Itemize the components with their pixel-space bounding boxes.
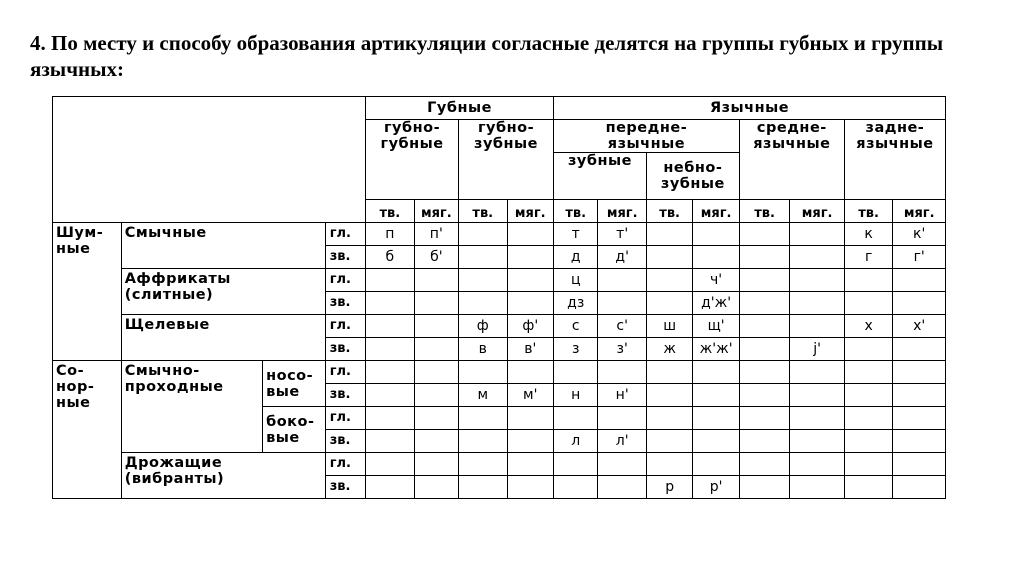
header-gubnye: Губные	[366, 97, 554, 120]
header-nebno-zubnye: небно- зубные	[646, 153, 739, 200]
consonant-cell: д'	[598, 246, 646, 269]
consonant-cell: з'	[598, 338, 646, 361]
consonant-cell	[844, 269, 892, 292]
voicing-zv: зв.	[325, 384, 365, 407]
header-yazychnye: Язычные	[554, 97, 946, 120]
table-row	[53, 453, 946, 476]
consonant-cell	[739, 292, 790, 315]
consonant-cell	[739, 361, 790, 384]
consonant-cell	[459, 361, 507, 384]
consonant-cell	[366, 453, 414, 476]
voicing-gl: гл.	[325, 407, 365, 430]
consonant-cell	[790, 361, 845, 384]
table-row	[53, 269, 946, 292]
consonant-cell	[646, 269, 692, 292]
consonant-cell: х	[844, 315, 892, 338]
consonant-cell	[790, 315, 845, 338]
consonant-cell	[414, 315, 458, 338]
consonant-cell	[893, 384, 946, 407]
manner-shchelevye: Щелевые	[121, 315, 325, 361]
header-tv: тв.	[366, 200, 414, 223]
consonant-cell	[893, 338, 946, 361]
consonant-cell	[366, 292, 414, 315]
consonant-cell	[844, 453, 892, 476]
voicing-gl: гл.	[325, 223, 365, 246]
consonant-cell: в'	[507, 338, 553, 361]
consonant-cell	[598, 292, 646, 315]
consonant-cell	[507, 292, 553, 315]
consonant-cell	[414, 453, 458, 476]
consonant-cell: з	[554, 338, 598, 361]
header-myag: мяг.	[693, 200, 739, 223]
header-gubno-zubnye: губно- зубные	[459, 120, 554, 200]
consonant-cell	[693, 361, 739, 384]
consonant-cell	[414, 361, 458, 384]
consonant-cell	[366, 407, 414, 430]
consonant-cell	[646, 430, 692, 453]
consonant-cell	[646, 246, 692, 269]
consonant-cell	[844, 407, 892, 430]
consonant-cell	[693, 407, 739, 430]
voicing-gl: гл.	[325, 315, 365, 338]
voicing-gl: гл.	[325, 269, 365, 292]
consonant-cell	[693, 384, 739, 407]
consonant-cell: дз	[554, 292, 598, 315]
group-shumnye: Шум- ные	[53, 223, 122, 361]
consonant-cell	[507, 223, 553, 246]
header-myag: мяг.	[414, 200, 458, 223]
voicing-zv: зв.	[325, 476, 365, 499]
consonant-cell: ж	[646, 338, 692, 361]
consonant-cell	[844, 476, 892, 499]
submanner-bokovye: боко- вые	[263, 407, 326, 453]
consonant-cell	[739, 223, 790, 246]
consonant-cell	[844, 338, 892, 361]
consonant-cell	[366, 361, 414, 384]
header-tv: тв.	[739, 200, 790, 223]
header-tv: тв.	[646, 200, 692, 223]
header-myag: мяг.	[790, 200, 845, 223]
consonant-cell: j'	[790, 338, 845, 361]
consonant-cell	[893, 407, 946, 430]
manner-smychno_prokhodnye: Смычно- проходные	[121, 361, 262, 453]
consonant-cell	[739, 430, 790, 453]
consonant-cell	[790, 430, 845, 453]
consonant-cell: г	[844, 246, 892, 269]
consonant-cell: б	[366, 246, 414, 269]
table-row	[53, 223, 946, 246]
consonant-cell	[507, 476, 553, 499]
consonant-cell: щ'	[693, 315, 739, 338]
voicing-gl: гл.	[325, 361, 365, 384]
consonant-cell: в	[459, 338, 507, 361]
consonant-cell	[893, 453, 946, 476]
consonant-cell	[414, 338, 458, 361]
consonant-cell	[790, 453, 845, 476]
consonant-cell	[598, 269, 646, 292]
voicing-zv: зв.	[325, 338, 365, 361]
consonant-cell	[790, 476, 845, 499]
consonant-cell	[790, 223, 845, 246]
consonant-cell	[414, 476, 458, 499]
consonant-cell: т	[554, 223, 598, 246]
consonant-cell: ц	[554, 269, 598, 292]
voicing-zv: зв.	[325, 292, 365, 315]
consonant-cell	[414, 292, 458, 315]
consonant-cell: х'	[893, 315, 946, 338]
consonant-cell	[459, 269, 507, 292]
consonant-cell	[790, 384, 845, 407]
header-myag: мяг.	[893, 200, 946, 223]
consonant-cell	[790, 269, 845, 292]
consonant-cell	[598, 361, 646, 384]
consonant-cell: ф'	[507, 315, 553, 338]
consonant-cell: н	[554, 384, 598, 407]
voicing-zv: зв.	[325, 430, 365, 453]
consonant-cell	[554, 453, 598, 476]
consonant-cell: н'	[598, 384, 646, 407]
consonant-cell	[739, 338, 790, 361]
consonant-cell	[893, 361, 946, 384]
consonant-cell: ф	[459, 315, 507, 338]
consonant-cell	[739, 246, 790, 269]
consonant-cell	[554, 407, 598, 430]
consonant-cell	[790, 407, 845, 430]
table-row	[53, 361, 946, 384]
consonant-cell	[507, 407, 553, 430]
consonant-cell	[459, 476, 507, 499]
consonant-cell: д'ж'	[693, 292, 739, 315]
consonant-cell: с	[554, 315, 598, 338]
consonant-cell	[507, 269, 553, 292]
consonant-cell	[554, 476, 598, 499]
corner-cell	[53, 97, 366, 223]
manner-drozhashchie: Дрожащие (вибранты)	[121, 453, 325, 499]
manner-smychnye: Смычные	[121, 223, 325, 269]
consonant-cell	[366, 384, 414, 407]
voicing-zv: зв.	[325, 246, 365, 269]
consonant-cell	[646, 223, 692, 246]
consonant-cell	[598, 453, 646, 476]
table-row	[53, 315, 946, 338]
consonant-cell: д	[554, 246, 598, 269]
consonant-cell: к	[844, 223, 892, 246]
consonant-cell: п	[366, 223, 414, 246]
consonant-cell: г'	[893, 246, 946, 269]
consonant-cell	[739, 269, 790, 292]
consonant-cell	[646, 384, 692, 407]
consonant-cell	[844, 384, 892, 407]
consonant-cell	[507, 361, 553, 384]
consonant-cell	[459, 407, 507, 430]
submanner-nosovye: носо- вые	[263, 361, 326, 407]
consonant-cell	[414, 407, 458, 430]
consonant-cell	[646, 292, 692, 315]
consonant-table	[52, 96, 946, 499]
consonant-cell: р	[646, 476, 692, 499]
consonant-cell: ш	[646, 315, 692, 338]
consonant-cell: ж'ж'	[693, 338, 739, 361]
consonant-cell	[598, 407, 646, 430]
consonant-cell	[646, 407, 692, 430]
header-tv: тв.	[459, 200, 507, 223]
consonant-cell	[598, 476, 646, 499]
consonant-cell	[646, 361, 692, 384]
consonant-cell	[366, 338, 414, 361]
consonant-cell	[459, 292, 507, 315]
manner-affrikaty: Аффрикаты (слитные)	[121, 269, 325, 315]
consonant-cell	[893, 292, 946, 315]
consonant-cell	[507, 453, 553, 476]
header-sredne-yazychnye: средне- язычные	[739, 120, 844, 200]
consonant-cell	[554, 361, 598, 384]
consonant-cell	[507, 430, 553, 453]
consonant-cell	[459, 453, 507, 476]
consonant-cell	[844, 361, 892, 384]
header-peredne-yazychnye: передне- язычные	[554, 120, 740, 153]
consonant-cell	[844, 292, 892, 315]
consonant-cell	[739, 453, 790, 476]
header-myag: мяг.	[507, 200, 553, 223]
consonant-cell: л'	[598, 430, 646, 453]
consonant-cell	[366, 430, 414, 453]
consonant-cell	[739, 315, 790, 338]
consonant-cell	[790, 292, 845, 315]
consonant-cell: с'	[598, 315, 646, 338]
consonant-cell: п'	[414, 223, 458, 246]
consonant-cell	[893, 476, 946, 499]
consonant-cell: б'	[414, 246, 458, 269]
consonant-cell	[693, 223, 739, 246]
header-myag: мяг.	[598, 200, 646, 223]
group-sonornye: Со- нор- ные	[53, 361, 122, 499]
consonant-cell	[739, 384, 790, 407]
consonant-cell: ч'	[693, 269, 739, 292]
header-tv: тв.	[554, 200, 598, 223]
consonant-cell	[459, 223, 507, 246]
consonant-cell	[366, 315, 414, 338]
consonant-cell	[414, 430, 458, 453]
consonant-cell	[459, 430, 507, 453]
consonant-cell: р'	[693, 476, 739, 499]
voicing-gl: гл.	[325, 453, 365, 476]
consonant-cell	[739, 476, 790, 499]
slide-title: 4. По месту и способу образования артикуляции согласные делятся на группы губных и группы язычных:	[30, 31, 944, 81]
consonant-cell	[366, 269, 414, 292]
header-zubnye: зубные	[554, 153, 647, 200]
consonant-cell	[366, 476, 414, 499]
header-zadne-yazychnye: задне- язычные	[844, 120, 945, 200]
consonant-cell	[739, 407, 790, 430]
consonant-cell: м'	[507, 384, 553, 407]
consonant-cell: л	[554, 430, 598, 453]
consonant-cell	[693, 453, 739, 476]
consonant-cell	[459, 246, 507, 269]
consonant-cell	[693, 430, 739, 453]
consonant-cell: м	[459, 384, 507, 407]
consonant-cell	[790, 246, 845, 269]
consonant-cell: т'	[598, 223, 646, 246]
consonant-cell	[844, 430, 892, 453]
consonant-cell	[646, 453, 692, 476]
consonant-cell	[893, 430, 946, 453]
consonant-cell	[414, 384, 458, 407]
consonant-cell	[414, 269, 458, 292]
header-gubno-gubnye: губно- губные	[366, 120, 459, 200]
consonant-cell	[507, 246, 553, 269]
consonant-cell	[693, 246, 739, 269]
consonant-cell	[893, 269, 946, 292]
consonant-cell: к'	[893, 223, 946, 246]
header-tv: тв.	[844, 200, 892, 223]
